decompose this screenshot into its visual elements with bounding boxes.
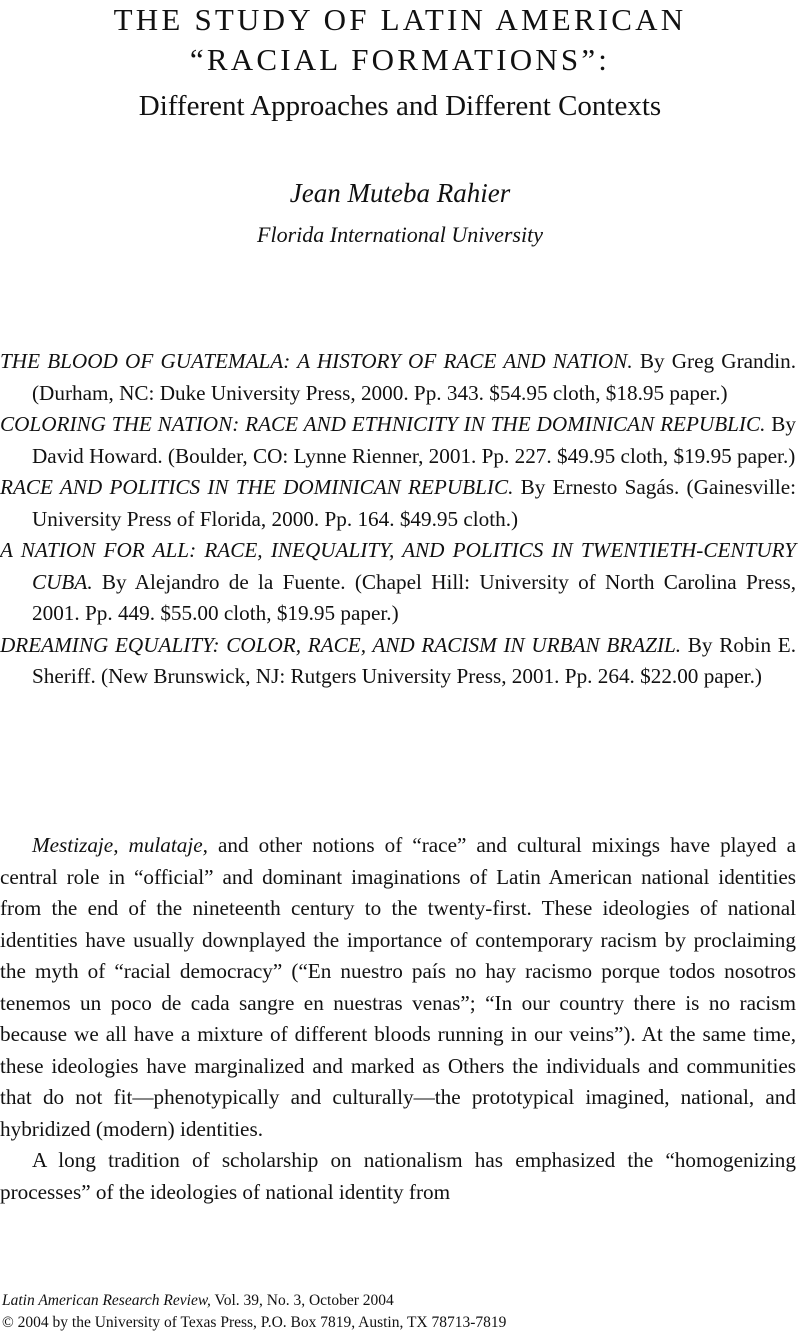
author-affiliation: Florida International University <box>257 222 543 247</box>
book-details: By Ernesto Sagás. (Gainesville: University Press of Florida, 2000. Pp. 164. $49.95 cloth.) <box>32 475 796 531</box>
review-entry <box>0 472 796 535</box>
article-title-line-1: THE STUDY OF LATIN AMERICAN <box>113 2 687 37</box>
article-body <box>0 830 796 1208</box>
body-paragraph <box>0 830 796 1145</box>
article-subtitle: Different Approaches and Different Contexts <box>138 90 662 122</box>
italic-terms: Mestizaje, mulataje, <box>32 833 208 857</box>
paragraph-text: and other notions of “race” and cultural mixings have played a central role in “official” and dominant imaginations of Latin American national identities from the end of the nineteenth century to the twenty-first. These ideologies of national identities have usually downplayed the importance of contemporary racism by proclaiming the myth of “racial democracy” (“En nuestro país no hay racismo porque todos nosotros tenemos un poco de cada sangre en nuestras venas”; “In our country there is no racism because we all have a mixture of different bloods running in our veins”). At the same time, these ideologies have marginalized and marked as Others the individuals and communities that do not fit—phenotypically and culturally—the prototypical imagined, national, and hybridized (modern) identities. <box>0 833 797 1141</box>
book-details: By Greg Grandin. (Durham, NC: Duke University Press, 2000. Pp. 343. $54.95 cloth, $18.95 paper.) <box>32 349 796 405</box>
journal-name: Latin American Research Review, <box>2 1292 211 1309</box>
book-title: DREAMING EQUALITY: COLOR, RACE, AND RACISM IN URBAN BRAZIL. <box>0 632 682 657</box>
article-title-line-2: “RACIAL FORMATIONS”: <box>189 42 611 77</box>
body-paragraph: A long tradition of scholarship on nationalism has emphasized the “homogenizing processes” of the ideologies of national identity from <box>0 1148 796 1204</box>
review-entry <box>0 535 796 630</box>
author-name: Jean Muteba Rahier <box>289 178 511 208</box>
copyright-notice: © 2004 by the University of Texas Press, P.O. Box 7819, Austin, TX 78713-7819 <box>2 1314 507 1331</box>
book-title: RACE AND POLITICS IN THE DOMINICAN REPUBLIC. <box>0 475 514 499</box>
book-details: By David Howard. (Boulder, CO: Lynne Rienner, 2001. Pp. 227. $49.95 cloth, $19.95 paper.) <box>32 412 796 468</box>
book-title: THE BLOOD OF GUATEMALA: A HISTORY OF RACE AND NATION. <box>0 349 633 373</box>
review-entry <box>0 630 796 693</box>
book-title: A NATION FOR ALL: RACE, INEQUALITY, AND POLITICS IN TWENTIETH-CENTURY CUBA. <box>0 538 796 594</box>
review-entry <box>0 346 796 409</box>
page-footer <box>2 1290 506 1334</box>
journal-citation <box>2 1290 506 1312</box>
book-details: By Alejandro de la Fuente. (Chapel Hill: University of North Carolina Press, 2001. Pp. 449. $55.00 cloth, $19.95 paper.) <box>32 569 796 625</box>
journal-issue: Vol. 39, No. 3, October 2004 <box>210 1292 394 1309</box>
book-details: By Robin E. Sheriff. (New Brunswick, NJ: Rutgers University Press, 2001. Pp. 264. $22.00 paper.) <box>32 632 796 688</box>
review-entry <box>0 409 796 472</box>
book-title: COLORING THE NATION: RACE AND ETHNICITY IN THE DOMINICAN REPUBLIC. <box>0 412 766 436</box>
reviewed-books-list <box>0 346 796 693</box>
